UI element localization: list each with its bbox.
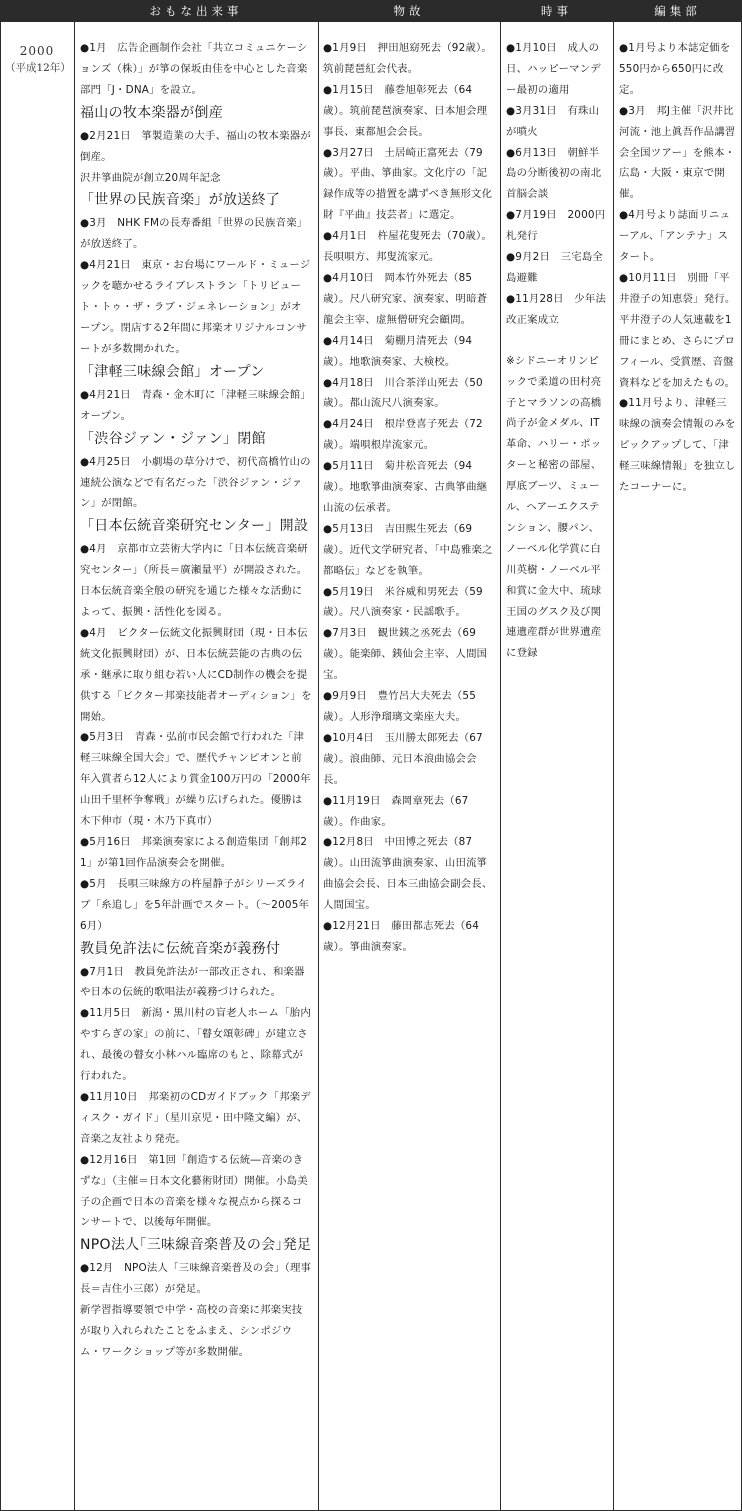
event-heading: 「日本伝統音楽研究センター」開設 [80, 518, 309, 535]
current-affairs-column [506, 38, 607, 664]
editorial-entry: ●11月号より、津軽三味線の演奏会情報のみをピックアップして、「津軽三味線情報」を独立したコーナーに。 [619, 397, 736, 494]
event-heading: 「渋谷ジァン・ジァン」閉館 [80, 430, 266, 447]
obituary-entry: ●5月11日 菊井松音死去（94歳）。地歌箏曲演奏家、古典箏曲継山流の伝承者。 [323, 460, 488, 514]
event-entry: ●12月 NPO法人「三味線音楽普及の会」（理事長＝吉住小三郎）が発足。 [80, 1262, 312, 1296]
event-entry: ●4月 京都市立芸術大学内に「日本伝統音楽研究センター」（所長＝廣瀬量平）が開設された。日本伝統音楽全般の研究を通じた様々な活動によって、振興・活性化を図る。 [80, 543, 308, 619]
editorial-entry: ●4月号より誌面リニューアル、「アンテナ」スタート。 [619, 209, 731, 264]
event-entry: ●7月1日 教員免許法が一部改正され、和楽器や日本の伝統的歌唱法が義務づけられた。 [80, 965, 305, 999]
event-heading: 「世界の民族音楽」が放送終了 [80, 192, 281, 209]
editorial-entry: ●1月号より本誌定価を550円から650円に改定。 [619, 42, 731, 96]
event-entry: ●5月16日 邦楽演奏家による創造集団「創邦21」が第1回作品演奏会を開催。 [80, 836, 308, 869]
header-events: おもな出来事 [149, 4, 243, 18]
obituary-entry: ●10月4日 玉川勝太郎死去（67歳）。浪曲師、元日本浪曲協会会長。 [323, 731, 483, 786]
event-entry: ●1月 広告企画制作会社「共立コミュニケーションズ（株）」が箏の保坂由佳を中心とした音楽部門「J・DNA」を設立。 [80, 42, 308, 96]
table-header [0, 0, 742, 22]
current-affairs-entry: ●9月2日 三宅島全島避難 [506, 251, 604, 284]
event-entry: ●2月21日 箏製造業の大手、福山の牧本楽器が倒産。 [80, 129, 311, 163]
column-divider [500, 0, 501, 1511]
event-entry: 新学習指導要領で中学・高校の音楽に邦楽実技が取り入れられたことをふまえ、シンポジウム・ワークショップ等が多数開催。 [80, 1304, 303, 1358]
current-affairs-entry: ●1月10日 成人の日、ハッピーマンデー最初の適用 [506, 42, 601, 96]
events-column [80, 38, 312, 1363]
event-entry: ●4月 ビクター伝統文化振興財団（現・日本伝統文化振興財団）が、日本伝統芸能の古典の伝承・継承に取り組む若い人にCD制作の機会を提供する「ビクター邦楽技能者オーディション」を開始。 [80, 626, 312, 723]
obituary-entry: ●12月21日 藤田都志死去（64歳）。箏曲演奏家。 [323, 920, 480, 953]
obituary-entry: ●4月10日 岡本竹外死去（85歳）。尺八研究家、演奏家、明暗蒼龍会主宰、虚無僧研究会顧問。 [323, 271, 488, 326]
event-entry: ●5月3日 青森・弘前市民会館で行われた「津軽三味線全国大会」で、歴代チャンピオンと前年入賞者ら12人により賞金100万円の「2000年山田千里杯争奪戦」が繰り広げられた。優勝は木下伸市（現・木乃下真市） [80, 731, 311, 828]
current-affairs-entry: ●11月28日 少年法改正案成立 [506, 292, 607, 326]
header-editorial: 編集部 [654, 4, 701, 18]
obituary-entry: ●4月24日 根岸登喜子死去（72歳）。端唄根岸流家元。 [323, 418, 483, 452]
event-entry: ●12月16日 第1回「創造する伝統―音楽のきずな」（主催＝日本文化藝術財団）開催。小島美子の企画で日本の音楽を様々な視点から探るコンサートで、以後毎年開催。 [80, 1153, 308, 1229]
event-entry: ●11月5日 新潟・黒川村の盲老人ホーム「胎内やすらぎの家」の前に、「瞽女頌彰碑」が建立され、最後の瞽女小林ハル臨席のもと、除幕式が行われた。 [80, 1007, 311, 1083]
column-divider [613, 0, 614, 1511]
obituary-entry: ●12月8日 中田博之死去（87歳）。山田流箏曲演奏家、山田流箏曲協会会長、日本三曲協会副会長、人間国宝。 [323, 836, 493, 912]
editorial-entry: ●3月 邦J主催「沢井比河流・池上眞吾作品講習会全国ツアー」を熊本・広島・大阪・東京で開催。 [619, 104, 736, 201]
obituary-entry: ●11月19日 森岡章死去（67歳）。作曲家。 [323, 794, 469, 828]
obituary-entry: ●5月19日 米谷威和男死去（59歳）。尺八演奏家・民謡歌手。 [323, 585, 483, 619]
table-border-left [0, 0, 1, 1511]
event-heading: 「津軽三味線会館」オープン [80, 363, 265, 380]
obituary-entry: ●4月14日 菊棚月清死去（94歳）。地歌演奏家、大検校。 [323, 334, 473, 368]
header-obituaries: 物故 [393, 4, 425, 18]
event-entry: ●3月 NHK FMの長寿番組「世界の民族音楽」が放送終了。 [80, 217, 308, 251]
column-divider [318, 0, 319, 1511]
header-current-affairs: 時事 [541, 4, 572, 18]
year-era: （平成12年） [5, 62, 71, 74]
current-affairs-note: ※シドニーオリンピックで柔道の田村亮子とマラソンの高橋尚子が金メダル、IT革命、ハリー・ポッターと秘密の部屋、厚底ブーツ、ミュール、ヘアーエクステンション、腰パン、ノーベル化学賞に白川英樹・ノーベル平和賞に金大中、琉球王国のグスク及び関連遺産群が世界遺産に登録 [506, 354, 602, 660]
event-entry: ●4月25日 小劇場の草分けで、初代高橋竹山の連続公演などで有名だった「渋谷ジァン・ジァン」が閉館。 [80, 455, 311, 510]
obituary-entry: ●3月27日 土居崎正富死去（79歳）。平曲、箏曲家。文化庁の「記録作成等の措置を講ずべき無形文化財『平曲』技芸者」に選定。 [323, 146, 493, 222]
obituaries-column [323, 38, 495, 958]
event-entry: 沢井箏曲院が創立20周年記念 [80, 171, 221, 184]
event-entry: ●5月 長唄三味線方の杵屋静子がシリーズライブ「糸追し」を5年計画でスタート。（～2005年6月） [80, 877, 310, 932]
year-western: 2000 [19, 44, 55, 58]
event-entry: ●4月21日 東京・お台場にワールド・ミュージックを聴かせるライブレストラン「トリビュート・トゥ・ザ・ラブ・ジェネレーション」がオープン。閉店する2年間に邦楽オリジナルコンサートが多数開かれた。 [80, 259, 311, 355]
editorial-entry: ●10月11日 別冊「平井澄子の知恵袋」発行。平井澄子の人気連載を1冊にまとめ、さらにプロフィール、受賞歴、音盤資料などを加えたもの。 [619, 271, 736, 389]
current-affairs-entry: ●6月13日 朝鮮半島の分断後初の南北首脳会談 [506, 146, 602, 201]
year-cell [5, 44, 69, 75]
obituary-entry: ●4月18日 川合茶洋山死去（50歳）。都山流尺八演奏家。 [323, 376, 483, 410]
obituary-entry: ●1月15日 藤巻旭彰死去（64歳）。筑前琵琶演奏家、日本旭会理事長、東都旭会会長。 [323, 83, 488, 138]
event-heading: NPO法人｢三味線音楽普及の会｣発足 [80, 1237, 312, 1254]
column-divider [74, 0, 75, 1511]
event-heading: 福山の牧本楽器が倒産 [80, 104, 223, 121]
editorial-column [619, 38, 737, 498]
obituary-entry: ●5月13日 吉田熙生死去（69歳）。近代文学研究者、「中島雅楽之都略伝」などを執筆。 [323, 522, 493, 577]
spacer [506, 331, 607, 351]
obituary-entry: ●7月3日 観世銕之丞死去（69歳）。能楽師、銕仙会主宰、人間国宝。 [323, 627, 488, 682]
current-affairs-entry: ●7月19日 2000円札発行 [506, 209, 606, 243]
event-entry: ●11月10日 邦楽初のCDガイドブック「邦楽ディスク・ガイド」（星川京児・田中隆文編）が、音楽之友社より発売。 [80, 1090, 311, 1145]
obituary-entry: ●9月9日 豊竹呂大夫死去（55歳）。人形浄瑠璃文楽座大夫。 [323, 690, 477, 723]
event-heading: 教員免許法に伝統音楽が義務付 [80, 940, 281, 957]
current-affairs-entry: ●3月31日 有珠山が噴火 [506, 104, 600, 138]
event-entry: ●4月21日 青森・金木町に「津軽三味線会館」オープン。 [80, 388, 311, 422]
obituary-entry: ●4月1日 杵屋花叟死去（70歳）。長唄唄方、邦叟流家元。 [323, 230, 492, 264]
obituary-entry: ●1月9日 押田旭窈死去（92歳）。筑前琵琶紅会代表。 [323, 42, 492, 75]
